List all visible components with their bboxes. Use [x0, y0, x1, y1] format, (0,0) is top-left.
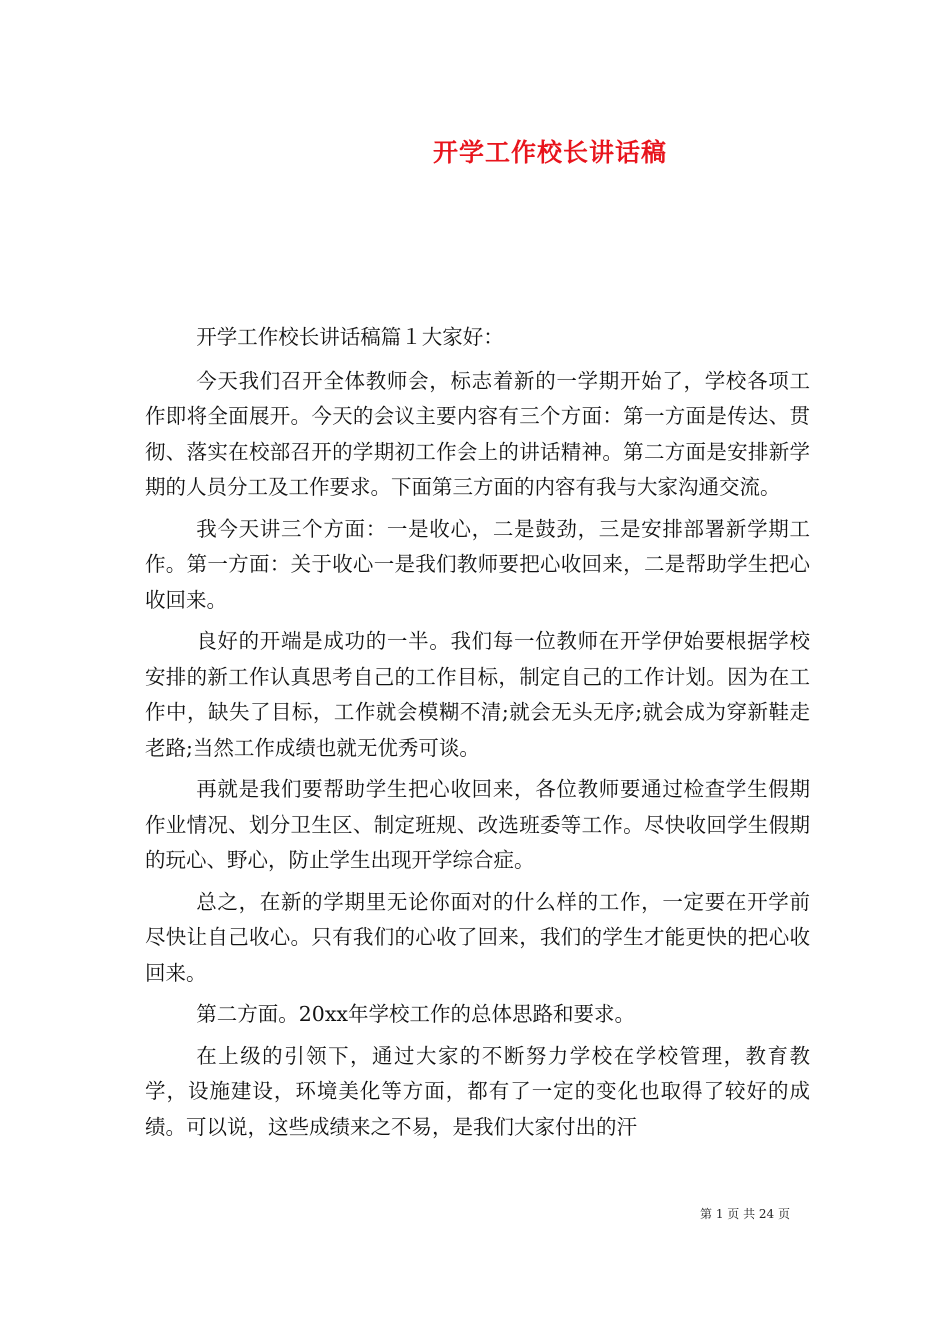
paragraph-greeting: 开学工作校长讲话稿篇１大家好： [196, 325, 504, 349]
document-body [145, 320, 810, 1145]
paragraph: 再就是我们要帮助学生把心收回来，各位教师要通过检查学生假期作业情况、划分卫生区、制定班规、改选班委等工作。尽快收回学生假期的玩心、野心，防止学生出现开学综合症。 [145, 777, 810, 872]
paragraph: 第二方面。20xx年学校工作的总体思路和要求。 [196, 1002, 635, 1026]
paragraph: 良好的开端是成功的一半。我们每一位教师在开学伊始要根据学校安排的新工作认真思考自己的工作目标，制定自己的工作计划。因为在工作中，缺失了目标，工作就会模糊不清;就会无头无序;就会成为穿新鞋走老路;当然工作成绩也就无优秀可谈。 [145, 629, 810, 760]
paragraph: 总之，在新的学期里无论你面对的什么样的工作，一定要在开学前尽快让自己收心。只有我们的心收了回来，我们的学生才能更快的把心收回来。 [145, 889, 810, 985]
paragraph: 在上级的引领下，通过大家的不断努力学校在学校管理，教育教学，设施建设，环境美化等方面，都有了一定的变化也取得了较好的成绩。可以说，这些成绩来之不易，是我们大家付出的汗 [145, 1043, 810, 1139]
page-number-footer: 第 1 页 共 24 页 [700, 1207, 790, 1221]
document-title: 开学工作校长讲话稿 [432, 138, 667, 167]
paragraph: 今天我们召开全体教师会，标志着新的一学期开始了，学校各项工作即将全面展开。今天的会议主要内容有三个方面：第一方面是传达、贯彻、落实在校部召开的学期初工作会上的讲话精神。第二方面是安排新学期的人员分工及工作要求。下面第三方面的内容有我与大家沟通交流。 [145, 368, 810, 499]
paragraph: 我今天讲三个方面：一是收心，二是鼓劲，三是安排部署新学期工作。第一方面：关于收心一是我们教师要把心收回来，二是帮助学生把心收回来。 [145, 516, 810, 612]
